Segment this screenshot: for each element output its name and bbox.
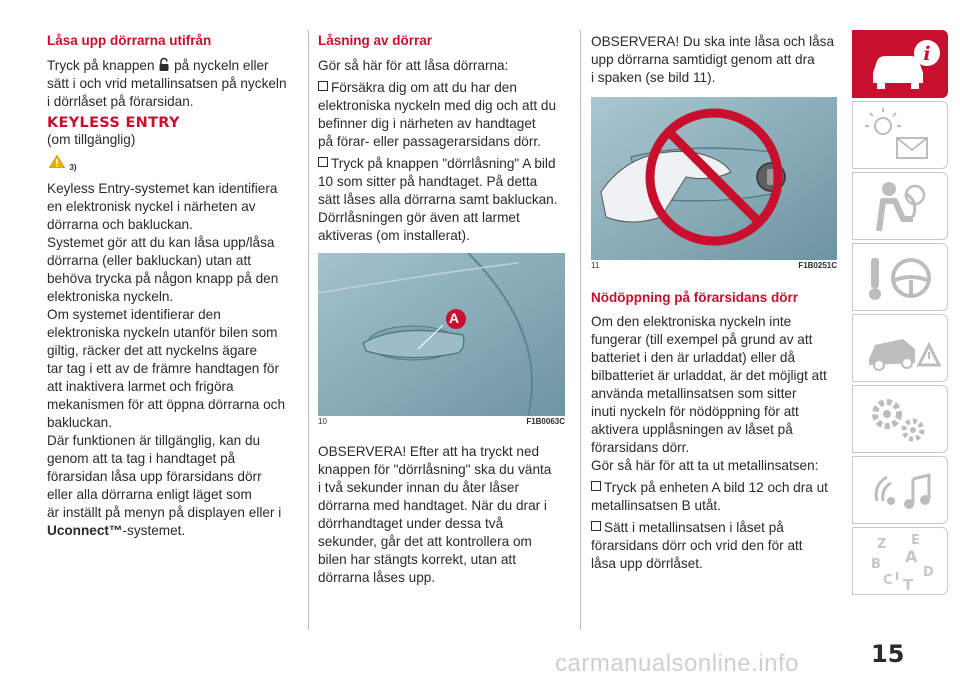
keyless-body-line: tar tag i ett av de främre handtagen för [47,361,279,376]
figure-callout-a: A [449,310,460,326]
index-letter: I [895,570,900,583]
emergency-icon[interactable] [852,314,948,382]
index-letter: T [903,576,914,594]
uconnect-suffix: -systemet. [122,523,186,538]
figure-10-caption [318,416,565,426]
keyless-body-line: en elektronisk nyckel i närheten av [47,199,256,214]
keyless-body-line: elektroniska nyckeln utanför bilen som [47,325,278,340]
unlock-text-line-3: i dörrlåset på förarsidan. [47,94,194,109]
bullet-2-line: 10 som sitter på handtaget. På detta [318,174,538,189]
note-line: knappen för "dörrlåsning" ska du vänta [318,462,552,477]
figure-code: F1B0251C [798,261,837,270]
keyless-body-line: Systemet gör att du kan låsa upp/låsa [47,235,275,250]
emergency-body-line: Om den elektroniska nyckeln inte [591,314,792,329]
emergency-body-line: batteriet i den är urladdat) eller då [591,350,796,365]
note-line: sekunder, går det att kontrollera om [318,534,532,549]
multimedia-icon[interactable] [852,456,948,524]
locking-intro: Gör så här för att låsa dörrarna: [318,58,509,73]
emergency-body-line: förarsidans dörr. [591,440,690,455]
maintenance-icon[interactable] [852,385,948,453]
unlock-text-b: på nyckeln eller [174,58,269,73]
bullet-square-icon [591,481,601,491]
bullet-2-line: sätt låses alla dörrarna samt bakluckan. [318,192,558,207]
note-line: OBSERVERA! Efter att ha tryckt ned [318,444,540,459]
warning-triangle-icon [49,155,65,168]
keyless-body-line: är inställt på menyn på displayen eller i [47,505,282,520]
keyless-body-line: dörrarna och bakluckan. [47,217,193,232]
bullet-1-text: Försäkra dig om att du har den [331,80,517,95]
keyless-body-line: genom att ta tag i handtaget på [47,451,236,466]
emergency-body-line: Gör så här för att ta ut metallinsatsen: [591,458,819,473]
emergency-body-line: inuti nyckeln för nödöppning för att [591,404,799,419]
bullet-1-line: befinner dig i närheten av handtaget [318,116,536,131]
bullet-square-icon [318,81,328,91]
safety-icon[interactable] [852,172,948,240]
page-number: 15 [871,640,905,668]
emergency-body-line: bilbatteriet är urladdat, är det möjligt att [591,368,827,383]
keyless-body-line: mekanismen för att öppna dörrarna och [47,397,286,412]
index-letter: E [911,533,920,548]
unlock-key-icon [158,57,170,71]
figure-11-caption [591,260,837,270]
bullet-2-line: Dörrlåsningen gör även att larmet [318,210,520,225]
bullet-2-line [591,519,841,537]
note-line: dörrarna med handtaget. När du drar i [318,498,547,513]
warning-reference [49,153,77,172]
note-line: i spaken (se bild 11). [591,70,716,85]
bullet-2-line: låsa upp dörrlåset. [591,556,703,571]
svg-text:i: i [923,43,931,65]
bullet-1-line [318,79,572,97]
bullet-2-text: Sätt i metallinsatsen i låset på [604,520,784,535]
watermark: carmanualsonline.info [555,650,799,677]
column-divider [580,30,581,630]
keyless-body-last-line [47,522,299,540]
index-icon[interactable] [852,527,948,595]
warning-lights-icon[interactable] [852,101,948,169]
keyless-body-line: Där funktionen är tillgänglig, kan du [47,433,261,448]
prohibited-handle-illustration [591,97,837,260]
note-line: upp dörrarna samtidigt genom att dra [591,52,815,67]
index-letter: B [871,557,881,572]
emergency-body-line: använda metallinsatsen som sitter [591,386,797,401]
bullet-1-line: elektroniska nyckeln med dig och att du [318,98,557,113]
bullet-square-icon [318,157,328,167]
unlock-text-line-1 [47,57,299,75]
keyless-body-line: elektroniska nyckeln. [47,289,174,304]
keyless-body-line: eller alla dörrarna enligt läget som [47,487,252,502]
keyless-subtitle: (om tillgänglig) [47,132,136,147]
keyless-entry-heading: KEYLESS ENTRY [47,115,180,131]
warning-ref-number: 3) [69,163,77,172]
door-handle-illustration [318,253,565,416]
figure-code: F1B0063C [526,417,565,426]
keyless-body-line: dörrarna (eller bakluckan) utan att [47,253,252,268]
note-line: dörrhandtaget under dessa två [318,516,504,531]
bullet-2-text: Tryck på knappen "dörrlåsning" A bild [331,156,556,171]
keyless-body-line: giltig, räcker det att nyckelns ägare [47,343,258,358]
figure-11-prohibited-action [591,97,837,260]
unlock-text-a: Tryck på knappen [47,58,155,73]
figure-10-door-handle [318,253,565,416]
uconnect-name: Uconnect™ [47,523,123,538]
note-line: bilen har stängts korrekt, utan att [318,552,516,567]
note-line: i två sekunder innan du åter låser [318,480,520,495]
note-line: OBSERVERA! Du ska inte låsa och låsa [591,34,835,49]
bullet-1-text: Tryck på enheten A bild 12 och dra ut [604,480,828,495]
keyless-body-line: bakluckan. [47,415,112,430]
figure-number: 10 [318,417,327,426]
index-letter: C [883,573,893,588]
keyless-body-line: förarsidan låsa upp förarsidans dörr [47,469,262,484]
bullet-2-line [318,155,572,173]
keyless-body-line: Om systemet identifierar den [47,307,221,322]
bullet-1-line [591,479,841,497]
bullet-2-line: aktiveras (om installerat). [318,228,470,243]
index-letter: Z [877,537,887,552]
keyless-body-line: att inaktivera larmet och frigöra [47,379,234,394]
column-divider [308,30,309,630]
car-info-icon[interactable] [852,30,948,98]
bullet-1-line: på förar- eller passagerarsidans dörr. [318,134,541,149]
emergency-body-line: fungerar (till exempel på grund av att [591,332,813,347]
unlock-text-line-2: sätt i och vrid metallinsatsen på nyckeln [47,76,287,91]
bullet-1-line: metallinsatsen B utåt. [591,498,721,513]
index-letter: D [923,565,934,580]
keyless-body-line: behöva trycka på någon knapp på den [47,271,279,286]
figure-number: 11 [591,261,600,270]
driving-icon[interactable] [852,243,948,311]
section-heading-locking: Låsning av dörrar [318,33,433,48]
bullet-square-icon [591,521,601,531]
bullet-2-line: förarsidans dörr och vrid den för att [591,538,803,553]
section-heading-unlock-outside: Låsa upp dörrarna utifrån [47,33,212,48]
emergency-body-line: aktivera upplåsningen av låset på [591,422,793,437]
keyless-body-line: Keyless Entry-systemet kan identifiera [47,181,278,196]
note-line: dörrarna låses upp. [318,570,436,585]
index-letter: A [905,547,918,566]
section-heading-emergency-opening: Nödöppning på förarsidans dörr [591,290,799,305]
